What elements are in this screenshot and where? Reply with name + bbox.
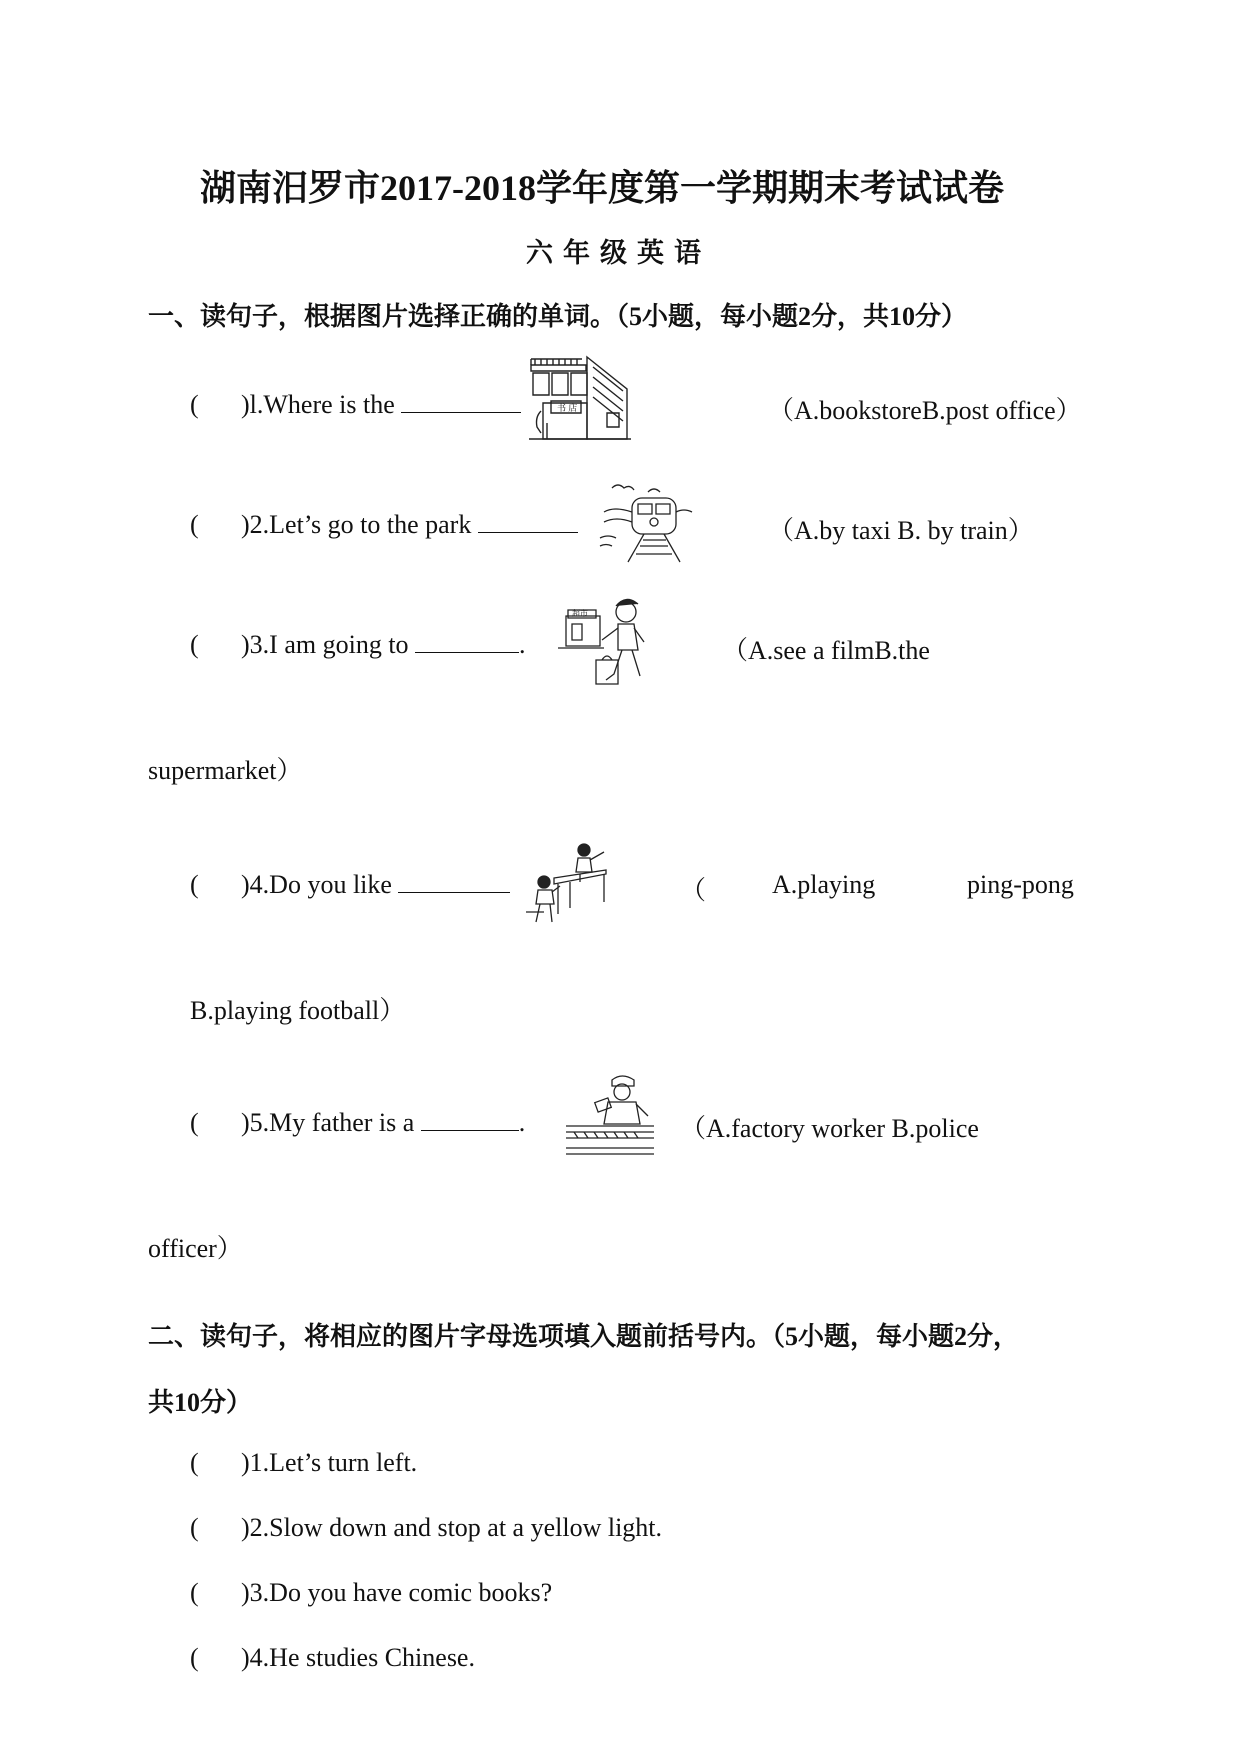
answer-bracket-close: ) <box>241 630 250 659</box>
answer-bracket-close: ) <box>241 510 250 539</box>
answer-bracket-close: ) <box>241 390 250 419</box>
bookstore-building-icon <box>527 355 635 445</box>
question-1-4-option-open: （ <box>680 876 707 905</box>
question-2-2: )2.Slow down and stop at a yellow light. <box>241 1513 663 1542</box>
question-1-5-options: （A.factory worker B.police <box>680 1114 979 1143</box>
ping-pong-players-icon <box>524 842 614 924</box>
question-1-1-text <box>241 390 521 420</box>
answer-bracket-close: ) <box>241 870 250 899</box>
question-text: l.Where is the <box>249 390 395 419</box>
question-text: 3.I am going to <box>249 630 409 659</box>
question-2-1: )1.Let’s turn left. <box>241 1448 418 1477</box>
question-1-1 <box>190 390 199 420</box>
answer-blank[interactable] <box>401 390 521 413</box>
question-2-2-bracket: ( <box>190 1513 199 1542</box>
answer-blank[interactable] <box>415 630 519 653</box>
question-text: 5.My father is a <box>249 1108 415 1137</box>
question-text: 2.Let’s go to the park <box>249 510 472 539</box>
question-2-1-bracket: ( <box>190 1448 199 1477</box>
question-1-4-option-a-cont: ping-pong <box>967 870 1074 899</box>
question-1-3: ( <box>190 630 199 659</box>
question-1-4-text <box>241 870 510 900</box>
question-2-3-bracket: ( <box>190 1578 199 1607</box>
question-1-5: ( <box>190 1108 199 1137</box>
answer-blank[interactable] <box>398 870 510 893</box>
section-2-heading-cont: 共10分） <box>148 1388 253 1417</box>
question-1-2-text <box>241 510 578 540</box>
question-2-3: )3.Do you have comic books? <box>241 1578 553 1607</box>
answer-bracket-close: ) <box>241 1108 250 1137</box>
question-2-4-bracket: ( <box>190 1643 199 1672</box>
question-1-5-options-cont: officer） <box>148 1234 243 1263</box>
factory-worker-icon <box>564 1072 656 1158</box>
question-1-3-options: （A.see a filmB.the <box>722 636 930 665</box>
question-text: 1.Let’s turn left. <box>249 1448 418 1477</box>
question-1-4-option-a: A.playing <box>772 870 876 899</box>
question-1-1-options: （A.bookstoreB.post office） <box>768 396 1082 425</box>
question-1-3-text: )3.I am going to . <box>241 630 526 659</box>
question-1-3-options-cont: supermarket） <box>148 756 303 785</box>
answer-blank[interactable] <box>421 1108 519 1131</box>
question-text: 2.Slow down and stop at a yellow light. <box>249 1513 663 1542</box>
page-title: 湖南汨罗市2017-2018学年度第一学期期末考试试卷 <box>200 168 1004 208</box>
question-1-4-option-b: B.playing football） <box>190 996 406 1025</box>
section-1-heading: 一、读句子，根据图片选择正确的单词。（5小题，每小题2分，共10分） <box>148 302 968 331</box>
answer-blank[interactable] <box>478 510 578 533</box>
question-text: 4.Do you like <box>249 870 392 899</box>
page-subtitle: 六年级英语 <box>526 238 711 268</box>
bookstore-sign-text: 书 店 <box>557 403 578 413</box>
question-text: 4.He studies Chinese. <box>249 1643 475 1672</box>
question-text: 3.Do you have comic books? <box>249 1578 553 1607</box>
answer-bracket-open: ( <box>190 390 199 419</box>
question-1-2-options: （A.by taxi B. by train） <box>768 516 1034 545</box>
train-icon <box>598 482 694 562</box>
question-1-5-text: )5.My father is a . <box>241 1108 526 1137</box>
section-2-heading: 二、读句子，将相应的图片字母选项填入题前括号内。（5小题，每小题2分， <box>148 1322 1020 1351</box>
question-2-4: )4.He studies Chinese. <box>241 1643 475 1672</box>
boy-shopping-icon <box>556 594 652 692</box>
question-1-2: ( <box>190 510 199 539</box>
supermarket-sign-text: 超市 <box>572 609 588 618</box>
question-1-4: ( <box>190 870 199 899</box>
